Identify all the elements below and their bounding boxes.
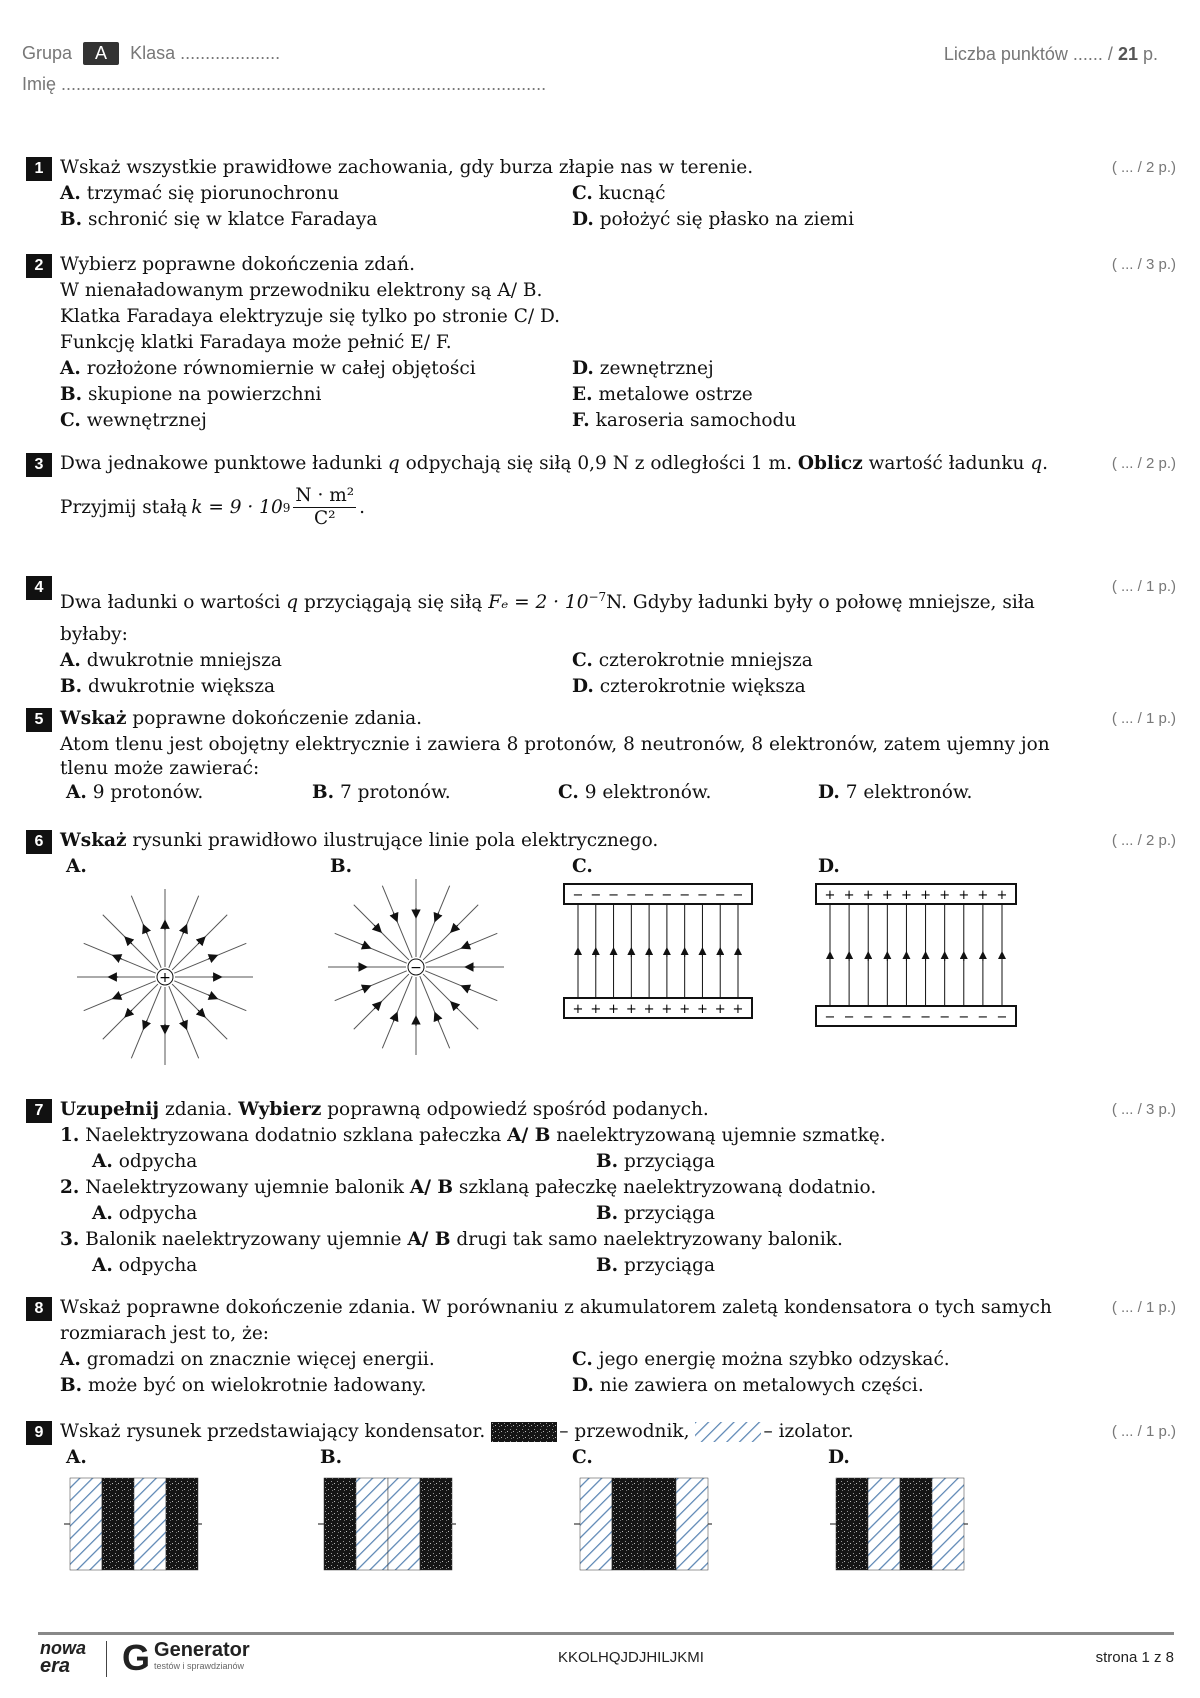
question-number: 8 — [26, 1297, 52, 1321]
question-text: Wskaż wszystkie prawidłowe zachowania, gdy burza złapie nas w terenie. — [60, 157, 754, 178]
option-c: C. jego energię można szybko odzyskać. — [572, 1349, 950, 1370]
field-arrow — [436, 1016, 438, 1022]
question-points: ( ... / 2 p.) — [1111, 832, 1176, 849]
conductor-layer — [612, 1478, 644, 1570]
question-points: ( ... / 3 p.) — [1111, 256, 1176, 273]
generator-logo: G Generator testów i sprawdzianów — [122, 1637, 250, 1678]
question-number: 6 — [26, 830, 52, 854]
field-line — [423, 905, 478, 960]
option-c: C. czterokrotnie mniejsza — [572, 650, 813, 672]
plate-sign: + — [714, 1002, 726, 1017]
plate-sign: − — [732, 888, 744, 903]
question-number: 4 — [26, 576, 52, 600]
figure-label-b: B. — [320, 1447, 343, 1468]
insulator-swatch — [695, 1422, 761, 1442]
option-b: B. dwukrotnie większa — [60, 676, 276, 698]
field-arrow — [208, 995, 214, 997]
field-line — [420, 886, 450, 958]
option-a: A. odpycha — [92, 1203, 198, 1224]
question-points: ( ... / 1 p.) — [1111, 1423, 1176, 1440]
charge-sign: − — [410, 960, 422, 976]
option-b: B. przyciąga — [596, 1151, 716, 1172]
option-a: A. odpycha — [92, 1255, 198, 1276]
charge-sign: + — [159, 970, 171, 986]
option-f: F. karoseria samochodu — [572, 410, 797, 431]
constant-line: Przyjmij stałą k = 9 · 10 9 $\frac{\text{N · m²}}{\text{C²}}$ . — [60, 485, 366, 529]
plate-sign: + — [939, 888, 951, 903]
field-line — [382, 886, 412, 958]
question-8: 8 ( ... / 1 p.) Wskaż poprawne dokończenie zdania. W porównaniu z akumulatorem zaletą kondensatora o tych samych rozmiarach jest to, że: A. gromadzi on znacznie więcej energii. C. jego energię można szybko odzyskać. B. może być on wielokrotnie ładowany. D. nie zawiera on metalowych części. — [26, 1295, 1176, 1399]
plate-sign: + — [608, 1002, 620, 1017]
option-a: A. dwukrotnie mniejsza — [60, 650, 282, 672]
plate-sign: − — [977, 1010, 989, 1025]
test-code: KKOLHQJDJHILJKMI — [558, 1649, 704, 1666]
plate-sign: − — [696, 888, 708, 903]
insulator-layer — [580, 1478, 612, 1570]
question-text: Wskaż rysunki prawidłowo ilustrujące linie pola elektrycznego. — [60, 830, 659, 851]
field-line — [354, 905, 409, 960]
item-2: 2. Naelektryzowany ujemnie balonik A/ B szklaną pałeczkę naelektryzowaną dodatnio. — [60, 1177, 877, 1198]
plate-sign: + — [679, 1002, 691, 1017]
question-9 — [26, 1419, 1176, 1471]
question-text: Dwa jednakowe punktowe ładunki q odpychają się siłą 0,9 N z odległości 1 m. Oblicz wartość ładunku q. — [60, 453, 1049, 474]
option-a: A. odpycha — [92, 1151, 198, 1172]
option-e: E. metalowe ostrze — [572, 384, 753, 405]
plate-sign: − — [881, 1010, 893, 1025]
field-arrow — [183, 928, 185, 934]
field-arrow — [374, 925, 378, 929]
option-b: B. schronić się w klatce Faradaya — [60, 209, 378, 230]
field-arrow — [393, 913, 395, 919]
plate-sign: + — [843, 888, 855, 903]
fraction-denominator: C² — [313, 508, 336, 529]
plate-sign: − — [572, 888, 584, 903]
plate-sign: − — [996, 1010, 1008, 1025]
plate-sign: + — [996, 888, 1008, 903]
question-number: 5 — [26, 708, 52, 732]
sentence-1: W nienaładowanym przewodniku elektrony są A/ B. — [60, 280, 543, 301]
field-line — [425, 933, 497, 963]
question-number: 7 — [26, 1099, 52, 1123]
capacitor-diagrams — [0, 1468, 1200, 1578]
question-points: ( ... / 1 p.) — [1111, 578, 1176, 595]
question-points: ( ... / 1 p.) — [1111, 1299, 1176, 1316]
plate-sign: + — [958, 888, 970, 903]
plate-sign: − — [661, 888, 673, 903]
question-text: Wskaż poprawne dokończenie zdania. W porównaniu z akumulatorem zaletą kondensatora o tych samych — [60, 1297, 1052, 1318]
option-a: A. rozłożone równomiernie w całej objętości — [60, 358, 476, 379]
item-1: 1. Naelektryzowana dodatnio szklana pałeczka A/ B naelektryzowaną ujemnie szmatkę. — [60, 1125, 886, 1146]
field-diagram-b — [328, 879, 504, 1055]
insulator-layer — [388, 1478, 420, 1570]
option-b: B. przyciąga — [596, 1255, 716, 1276]
plate-sign: − — [843, 1010, 855, 1025]
field-arrow — [128, 940, 132, 944]
option-a: A. 9 protonów. — [66, 782, 204, 803]
question-text: Wskaż rysunek przedstawiający kondensator. – przewodnik, – izolator. — [60, 1421, 854, 1442]
field-line — [354, 974, 409, 1029]
plate-sign: + — [643, 1002, 655, 1017]
field-arrow — [198, 940, 202, 944]
figure-label-d: D. — [818, 856, 840, 877]
plate-sign: − — [958, 1010, 970, 1025]
question-3 — [26, 451, 1176, 530]
option-d: D. czterokrotnie większa — [572, 676, 806, 698]
field-arrow — [116, 995, 122, 997]
plate-sign: − — [920, 1010, 932, 1025]
field-arrow — [453, 1004, 457, 1008]
points-header: Liczba punktów ...... / 21 p. — [943, 44, 1158, 64]
option-b: B. 7 protonów. — [312, 782, 451, 803]
conductor-layer — [166, 1478, 198, 1570]
field-arrow — [128, 1010, 132, 1014]
insulator-layer — [932, 1478, 964, 1570]
field-arrow — [116, 957, 122, 959]
group-badge: A — [83, 42, 119, 65]
footer — [38, 1632, 1174, 1685]
field-arrow — [393, 1016, 395, 1022]
question-points: ( ... / 1 p.) — [1111, 710, 1176, 727]
field-line — [335, 933, 407, 963]
question-5: 5 ( ... / 1 p.) Wskaż poprawne dokończenie zdania. Atom tlenu jest obojętny elektrycznie i zawiera 8 protonów, 8 neutronów, 8 elektronów, zatem ujemny jon tlenu może zawierać: A. 9 protonów. B. 7 protonów. C. 9 elektronów. D. 7 elektronów. — [26, 706, 1176, 806]
sentence-2: Klatka Faradaya elektryzuje się tylko po stronie C/ D. — [60, 306, 561, 327]
question-number: 3 — [26, 453, 52, 477]
conductor-layer — [420, 1478, 452, 1570]
field-diagram-d — [816, 884, 1016, 1026]
field-line — [382, 976, 412, 1048]
option-b: B. może być on wielokrotnie ładowany. — [60, 1375, 427, 1396]
plate-sign: − — [590, 888, 602, 903]
plate-sign: + — [696, 1002, 708, 1017]
field-arrow — [465, 944, 471, 946]
nowa-era-logo: nowa era — [40, 1638, 87, 1677]
plate-sign: + — [920, 888, 932, 903]
field-line — [425, 971, 497, 1001]
insulator-layer — [70, 1478, 102, 1570]
plate-sign: + — [881, 888, 893, 903]
name-line: Imię ................................................................................................. — [22, 74, 547, 94]
option-d: D. zewnętrznej — [572, 358, 714, 379]
field-arrow — [145, 928, 147, 934]
plate-sign: − — [679, 888, 691, 903]
group-label: Grupa — [22, 43, 73, 63]
field-arrow — [362, 987, 368, 989]
plate-sign: − — [714, 888, 726, 903]
field-arrow — [362, 944, 368, 946]
question-1 — [26, 155, 1176, 233]
field-arrow — [374, 1004, 378, 1008]
question-text: Wybierz poprawne dokończenia zdań. — [60, 254, 415, 275]
field-arrow — [453, 925, 457, 929]
option-d: D. położyć się płasko na ziemi — [572, 209, 855, 230]
insulator-layer — [868, 1478, 900, 1570]
option-d: D. 7 elektronów. — [818, 782, 973, 803]
conductor-layer — [324, 1478, 356, 1570]
option-b: B. skupione na powierzchni — [60, 384, 322, 405]
question-2 — [26, 252, 1176, 434]
field-arrow — [436, 913, 438, 919]
question-points: ( ... / 2 p.) — [1111, 455, 1176, 472]
question-7 — [26, 1097, 1176, 1279]
question-text: Dwa ładunki o wartości q przyciągają się siłą $F_e = 2 \cdot 10^{-7}N$. Gdyby ładunki były o połowę mniejsze, siła — [60, 590, 1035, 614]
question-text: Wskaż poprawne dokończenie zdania. — [60, 708, 422, 729]
conductor-layer — [900, 1478, 932, 1570]
class-label: Klasa .................... — [130, 43, 281, 63]
insulator-layer — [356, 1478, 388, 1570]
conductor-layer — [836, 1478, 868, 1570]
option-c: C. wewnętrznej — [60, 410, 207, 431]
question-text: Uzupełnij zdania. Wybierz poprawną odpowiedź spośród podanych. — [60, 1099, 709, 1120]
plate-sign: + — [900, 888, 912, 903]
conductor-swatch — [491, 1422, 557, 1442]
capacitor-c — [574, 1478, 712, 1570]
figure-label-c: C. — [572, 1447, 593, 1468]
field-arrow — [208, 957, 214, 959]
option-d: D. nie zawiera on metalowych części. — [572, 1375, 924, 1396]
plate-sign: + — [661, 1002, 673, 1017]
plate-sign: − — [625, 888, 637, 903]
plate-sign: − — [900, 1010, 912, 1025]
plate-sign: + — [862, 888, 874, 903]
question-points: ( ... / 3 p.) — [1111, 1101, 1176, 1118]
field-line — [423, 974, 478, 1029]
field-arrow — [465, 987, 471, 989]
plate-sign: − — [608, 888, 620, 903]
field-diagrams — [0, 870, 1200, 1110]
conductor-layer — [102, 1478, 134, 1570]
generator-icon: G — [122, 1637, 151, 1678]
option-c: C. 9 elektronów. — [558, 782, 712, 803]
question-points: ( ... / 2 p.) — [1111, 159, 1176, 176]
item-3: 3. Balonik naelektryzowany ujemnie A/ B drugi tak samo naelektryzowany balonik. — [60, 1229, 843, 1250]
question-number: 9 — [26, 1421, 52, 1445]
capacitor-a — [64, 1478, 202, 1570]
figure-label-c: C. — [572, 856, 593, 877]
question-4: 4 ( ... / 1 p.) Dwa ładunki o wartości q przyciągają się siłą $F_e = 2 \cdot 10^{-7}N$. Gdyby ładunki były o połowę mniejsze, siła byłaby: A. dwukrotnie mniejsza C. czterokrotnie mniejsza B. dwukrotnie większa D. czterokrotnie większa — [26, 574, 1176, 700]
plate-sign: + — [572, 1002, 584, 1017]
figure-label-a: A. — [66, 856, 87, 877]
question-number: 1 — [26, 157, 52, 181]
field-arrow — [198, 1010, 202, 1014]
plate-sign: + — [824, 888, 836, 903]
figure-label-b: B. — [330, 856, 353, 877]
capacitor-b — [318, 1478, 456, 1570]
fraction-numerator: N · m² — [295, 485, 355, 506]
plate-sign: + — [590, 1002, 602, 1017]
option-a: A. trzymać się piorunochronu — [60, 183, 340, 204]
plate-sign: + — [625, 1002, 637, 1017]
field-diagram-a — [77, 889, 253, 1065]
field-line — [335, 971, 407, 1001]
option-b: B. przyciąga — [596, 1203, 716, 1224]
plate-sign: − — [939, 1010, 951, 1025]
sentence-3: Funkcję klatki Faradaya może pełnić E/ F. — [60, 332, 452, 353]
field-arrow — [183, 1020, 185, 1026]
plate-sign: − — [643, 888, 655, 903]
field-line — [420, 976, 450, 1048]
insulator-layer — [134, 1478, 166, 1570]
page-number: strona 1 z 8 — [1095, 1649, 1174, 1666]
option-a: A. gromadzi on znacznie więcej energii. — [60, 1349, 435, 1370]
plate-sign: − — [824, 1010, 836, 1025]
header-group — [22, 42, 280, 65]
conductor-layer — [644, 1478, 676, 1570]
figure-label-d: D. — [828, 1447, 850, 1468]
field-diagram-c — [564, 884, 752, 1018]
capacitor-d — [830, 1478, 968, 1570]
plate-sign: − — [862, 1010, 874, 1025]
question-number: 2 — [26, 254, 52, 278]
figure-label-a: A. — [66, 1447, 87, 1468]
plate-sign: + — [977, 888, 989, 903]
insulator-layer — [676, 1478, 708, 1570]
option-c: C. kucnąć — [572, 183, 666, 204]
field-arrow — [145, 1020, 147, 1026]
plate-sign: + — [732, 1002, 744, 1017]
